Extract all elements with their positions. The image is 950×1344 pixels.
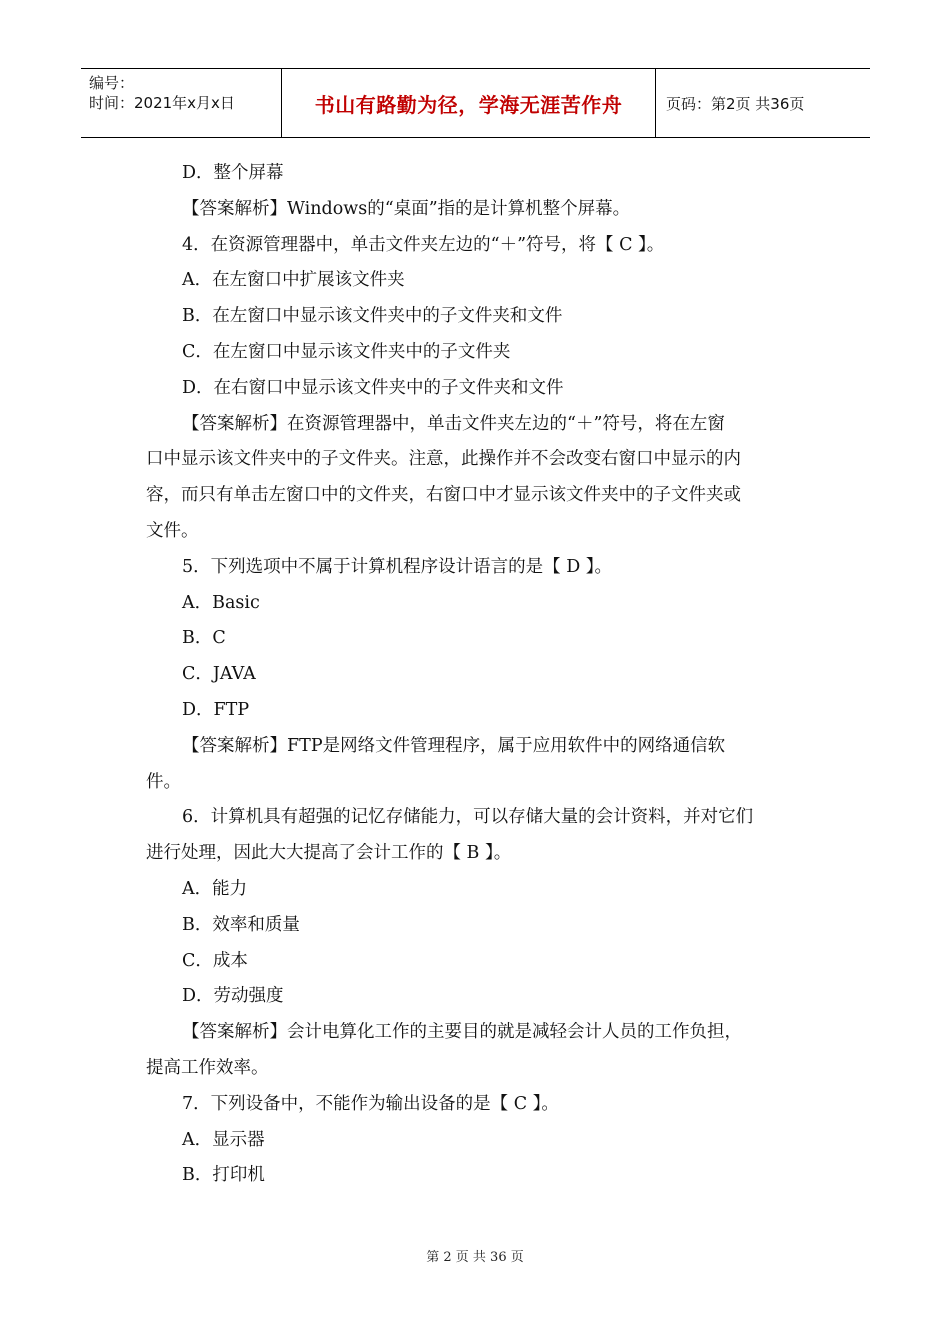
text-line: 【答案解析】会计电算化工作的主要目的就是减轻会计人员的工作负担， <box>182 1022 742 1043</box>
text-line: A．能力 <box>182 878 248 899</box>
text-line: A．显示器 <box>182 1129 265 1150</box>
text-line: 件。 <box>146 771 181 792</box>
text-line: 【答案解析】FTP是网络文件管理程序，属于应用软件中的网络通信软 <box>182 735 726 756</box>
text-line: B．在左窗口中显示该文件夹中的子文件夹和文件 <box>182 306 563 327</box>
text-line: 6．计算机具有超强的记忆存储能力，可以存储大量的会计资料，并对它们 <box>182 807 754 828</box>
page-header <box>81 68 870 138</box>
text-line: A．在左窗口中扩展该文件夹 <box>182 270 405 291</box>
text-line: B．打印机 <box>182 1165 265 1186</box>
text-line: 提高工作效率。 <box>146 1057 269 1078</box>
text-line: 容，而只有单击左窗口中的文件夹，右窗口中才显示该文件夹中的子文件夹或 <box>146 485 741 506</box>
page-footer: 第 2 页 共 36 页 <box>426 1250 524 1265</box>
document-body <box>146 156 810 1194</box>
number-label: 编号： <box>89 74 135 92</box>
text-line: C．JAVA <box>182 664 256 685</box>
text-line: B．C <box>182 628 226 649</box>
text-line: A．Basic <box>182 592 260 613</box>
text-line: 进行处理，因此大大提高了会计工作的【 B 】。 <box>146 843 512 864</box>
text-line: D．整个屏幕 <box>182 163 284 183</box>
text-line: 口中显示该文件夹中的子文件夹。注意，此操作并不会改变右窗口中显示的内 <box>146 449 741 470</box>
header-page-label: 页码：第2页 共36页 <box>666 94 805 113</box>
text-line: D．FTP <box>182 699 250 720</box>
header-meta <box>81 69 282 137</box>
text-line: C．在左窗口中显示该文件夹中的子文件夹 <box>182 341 511 362</box>
text-line: 【答案解析】在资源管理器中，单击文件夹左边的“＋”符号，将在左窗 <box>182 413 725 434</box>
header-motto: 书山有路勤为径，学海无涯苦作舟 <box>282 69 656 137</box>
text-line: 【答案解析】Windows的“桌面”指的是计算机整个屏幕。 <box>182 198 631 219</box>
text-line: D．劳动强度 <box>182 986 284 1007</box>
text-line: 5．下列选项中不属于计算机程序设计语言的是【 D 】。 <box>182 556 613 577</box>
text-line: B．效率和质量 <box>182 914 300 935</box>
text-line: 7．下列设备中，不能作为输出设备的是【 C 】。 <box>182 1093 559 1114</box>
text-line: D．在右窗口中显示该文件夹中的子文件夹和文件 <box>182 377 564 398</box>
text-line: C．成本 <box>182 950 248 971</box>
time-label: 时间：2021年x月x日 <box>89 94 235 112</box>
text-line: 4．在资源管理器中，单击文件夹左边的“＋”符号，将【 C 】。 <box>182 234 665 255</box>
text-line: 文件。 <box>146 520 199 541</box>
